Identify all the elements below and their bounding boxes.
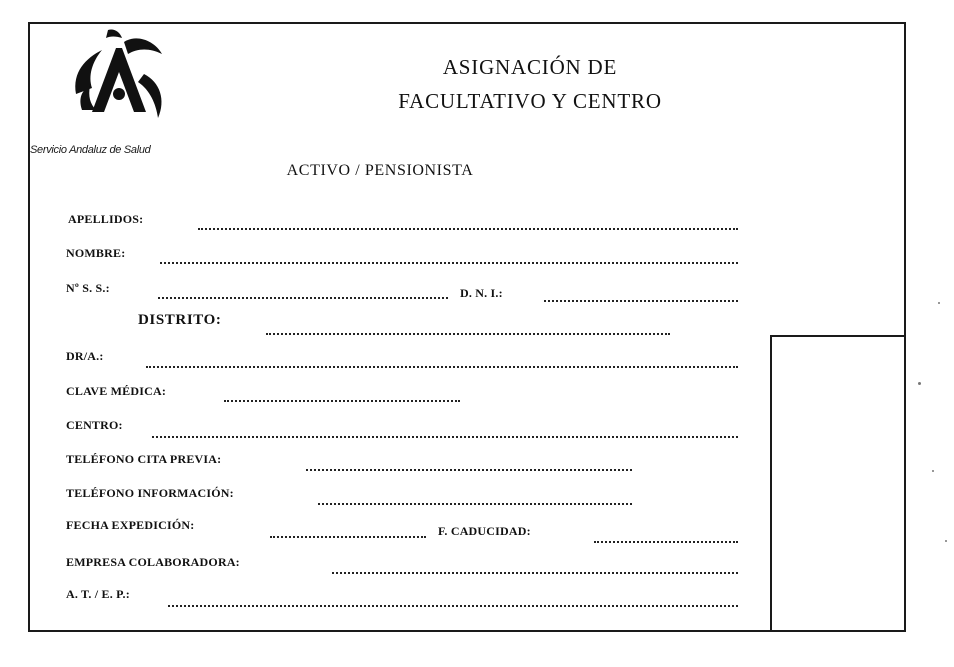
dni-field[interactable] xyxy=(544,300,738,302)
photo-box xyxy=(770,335,906,632)
nss-field[interactable] xyxy=(158,297,448,299)
dra-label: DR/A.: xyxy=(66,349,104,363)
apellidos-label: APELLIDOS: xyxy=(68,212,144,226)
nss-label: Nº S. S.: xyxy=(66,281,110,295)
telefono-info-field[interactable] xyxy=(318,503,632,505)
nombre-field[interactable] xyxy=(160,262,738,264)
dni-label: D. N. I.: xyxy=(460,286,503,300)
form-title-line-1: ASIGNACIÓN DE xyxy=(442,55,618,79)
caducidad-field[interactable] xyxy=(594,541,738,543)
form-subtitle: ACTIVO / PENSIONISTA xyxy=(286,162,474,179)
fecha-expedicion-field[interactable] xyxy=(270,536,426,538)
organization-name: Servicio Andaluz de Salud xyxy=(30,144,151,156)
apellidos-field[interactable] xyxy=(198,228,738,230)
empresa-label: EMPRESA COLABORADORA: xyxy=(66,555,240,569)
telefono-cita-label: TELÉFONO CITA PREVIA: xyxy=(66,452,222,466)
distrito-label: DISTRITO: xyxy=(138,312,222,328)
telefono-info-label: TELÉFONO INFORMACIÓN: xyxy=(66,486,234,500)
distrito-field[interactable] xyxy=(266,333,670,335)
clave-medica-label: CLAVE MÉDICA: xyxy=(66,384,167,398)
caducidad-label: F. CADUCIDAD: xyxy=(438,524,531,538)
at-ep-label: A. T. / E. P.: xyxy=(66,587,130,601)
fecha-expedicion-label: FECHA EXPEDICIÓN: xyxy=(66,518,195,532)
at-ep-field[interactable] xyxy=(168,605,738,607)
clave-medica-field[interactable] xyxy=(224,400,460,402)
sas-logo-icon xyxy=(62,24,174,124)
form-title-line-2: FACULTATIVO Y CENTRO xyxy=(398,89,662,113)
nombre-label: NOMBRE: xyxy=(66,246,126,260)
telefono-cita-field[interactable] xyxy=(306,469,632,471)
empresa-field[interactable] xyxy=(332,572,738,574)
dra-field[interactable] xyxy=(146,366,738,368)
centro-label: CENTRO: xyxy=(66,418,123,432)
form-title xyxy=(370,50,690,118)
centro-field[interactable] xyxy=(152,436,738,438)
